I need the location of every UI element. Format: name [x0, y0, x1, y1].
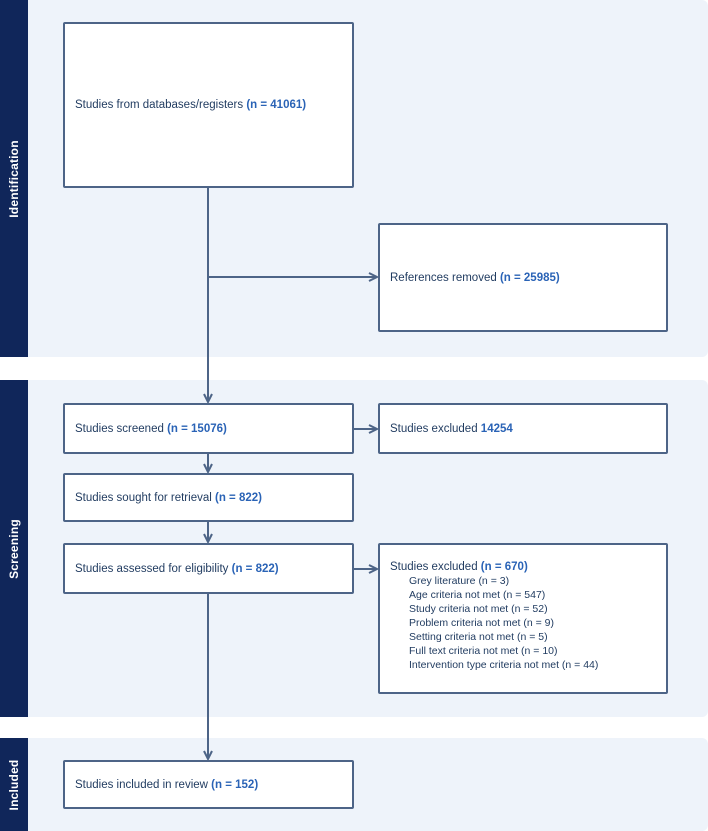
exclusion-reason-full-text: Full text criteria not met (n = 10)	[409, 645, 558, 657]
excluded-eligibility-count: (n = 670)	[480, 561, 528, 573]
screened-count: (n = 15076)	[167, 422, 227, 435]
removed-box	[378, 223, 668, 332]
excluded-eligibility-text: Studies excluded	[390, 561, 481, 573]
exclusion-reason-grey-literature: Grey literature (n = 3)	[409, 575, 510, 587]
removed-text: References removed	[390, 271, 500, 284]
exclusion-reason-study: Study criteria not met (n = 52)	[409, 603, 548, 615]
excluded-screening-text: Studies excluded	[390, 422, 481, 435]
screened-box	[63, 403, 354, 454]
databases-count: (n = 41061)	[246, 99, 307, 111]
included-box	[63, 760, 354, 809]
excluded-eligibility-box	[378, 543, 668, 694]
included-text: Studies included in review	[75, 778, 212, 791]
screening-stage-label: Screening	[7, 518, 21, 579]
exclusion-reason-setting: Setting criteria not met (n = 5)	[409, 631, 548, 643]
screened-text: Studies screened	[75, 422, 168, 435]
excluded-screening-count: 14254	[480, 422, 513, 435]
excluded-screening-box	[378, 403, 668, 454]
databases-box	[63, 22, 354, 188]
eligibility-text: Studies assessed for eligibility	[75, 562, 232, 575]
retrieval-box	[63, 473, 354, 522]
included-stage-label: Included	[7, 759, 21, 810]
retrieval-text: Studies sought for retrieval	[75, 491, 215, 504]
exclusion-reason-problem: Problem criteria not met (n = 9)	[409, 617, 555, 629]
databases-text: Studies from databases/registers	[75, 99, 247, 111]
retrieval-count: (n = 822)	[215, 491, 262, 504]
included-count: (n = 152)	[211, 778, 259, 791]
exclusion-reason-age: Age criteria not met (n = 547)	[409, 589, 546, 601]
eligibility-count: (n = 822)	[231, 562, 279, 575]
exclusion-reason-intervention-type: Intervention type criteria not met (n = 44)	[409, 659, 599, 671]
eligibility-box	[63, 543, 354, 594]
removed-count: (n = 25985)	[499, 271, 560, 284]
identification-stage-label: Identification	[7, 139, 21, 218]
